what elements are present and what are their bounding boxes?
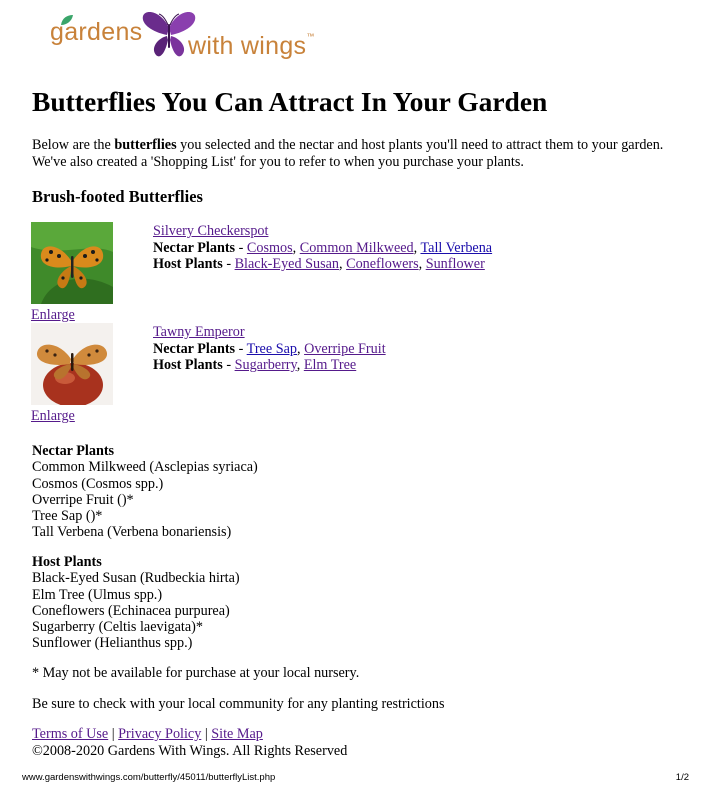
plant-link-cosmos[interactable]: Cosmos: [246, 239, 293, 256]
list-item: Cosmos (Cosmos spp.): [32, 475, 164, 492]
nectar-plants-label: Nectar Plants: [153, 239, 236, 256]
host-plants-label: Host Plants: [153, 256, 223, 272]
plant-link-tall-verbena[interactable]: Tall Verbena: [420, 239, 493, 256]
plant-link-common-milkweed[interactable]: Common Milkweed: [299, 239, 414, 256]
logo-word-gardens: gardens: [50, 18, 143, 46]
plant-link-black-eyed-susan[interactable]: Black-Eyed Susan: [234, 256, 340, 272]
nectar-plants-label: Nectar Plants: [153, 340, 236, 357]
list-item: Sugarberry (Celtis laevigata)*: [32, 619, 203, 636]
list-item: Tall Verbena (Verbena bonariensis): [32, 524, 232, 541]
list-item: Black-Eyed Susan (Rudbeckia hirta): [32, 570, 240, 587]
butterfly-link-tawny-emperor[interactable]: Tawny Emperor: [153, 324, 245, 340]
host-plants-label: Host Plants: [153, 357, 223, 373]
page-footer: Terms of Use | Privacy Policy | Site Map ©2008-2020 Gardens With Wings. All Rights Reserved: [32, 726, 348, 759]
silvery-checkerspot-photo[interactable]: [31, 222, 113, 304]
plant-link-overripe-fruit[interactable]: Overripe Fruit: [304, 340, 386, 357]
list-item: Tree Sap ()*: [32, 508, 103, 525]
list-item: Sunflower (Helianthus spp.): [32, 635, 193, 652]
plant-link-elm-tree[interactable]: Elm Tree: [303, 357, 357, 373]
plant-link-sugarberry[interactable]: Sugarberry: [234, 357, 297, 373]
tawny-emperor-photo[interactable]: [31, 323, 113, 405]
page-title: Butterflies You Can Attract In Your Garden: [32, 86, 548, 117]
print-url: www.gardenswithwings.com/butterfly/45011/butterflyList.php: [22, 772, 276, 783]
planting-restrictions-note: Be sure to check with your local community for any planting restrictions: [32, 696, 445, 712]
butterfly-link-silvery-checkerspot[interactable]: Silvery Checkerspot: [153, 223, 269, 239]
logo-word-with-wings: with wings™: [188, 32, 315, 60]
list-item: Coneflowers (Echinacea purpurea): [32, 602, 230, 619]
plant-link-sunflower[interactable]: Sunflower: [425, 256, 485, 272]
butterfly-info-tawny-emperor: Tawny Emperor Nectar Plants - Tree Sap, Overripe Fruit Host Plants - Sugarberry, Elm Tree: [153, 324, 386, 373]
section-heading: Brush-footed Butterflies: [32, 187, 203, 206]
list-item: Overripe Fruit ()*: [32, 491, 134, 508]
list-item: Common Milkweed (Asclepias syriaca): [32, 459, 258, 476]
nectar-plants-heading: Nectar Plants: [32, 443, 115, 459]
enlarge-link-tawny-emperor[interactable]: Enlarge: [31, 408, 75, 424]
host-plants-heading: Host Plants: [32, 554, 102, 570]
plant-link-tree-sap[interactable]: Tree Sap: [246, 340, 297, 357]
page-number: 1/2: [675, 772, 689, 783]
nectar-plants-list: [32, 443, 258, 541]
enlarge-link-silvery-checkerspot[interactable]: Enlarge: [31, 307, 75, 323]
privacy-policy-link[interactable]: Privacy Policy: [118, 726, 202, 742]
plant-link-coneflowers[interactable]: Coneflowers: [346, 256, 419, 272]
intro-paragraph: Below are the butterflies you selected and the nectar and host plants you'll need to attract them to your garden. We've also created a 'Shopping List' for you to refer to when you purchase your plants.: [32, 137, 664, 170]
site-map-link[interactable]: Site Map: [211, 726, 263, 742]
gardens-with-wings-logo[interactable]: [50, 8, 320, 68]
butterfly-info-silvery-checkerspot: Silvery Checkerspot Nectar Plants - Cosmos, Common Milkweed, Tall Verbena Host Plants - Black-Eyed Susan, Coneflowers, Sunflower: [153, 223, 493, 272]
availability-footnote: * May not be available for purchase at your local nursery.: [32, 665, 360, 681]
copyright-text: ©2008-2020 Gardens With Wings. All Rights Reserved: [32, 742, 348, 759]
host-plants-list: [32, 554, 240, 652]
terms-of-use-link[interactable]: Terms of Use: [32, 726, 109, 742]
list-item: Elm Tree (Ulmus spp.): [32, 586, 163, 603]
